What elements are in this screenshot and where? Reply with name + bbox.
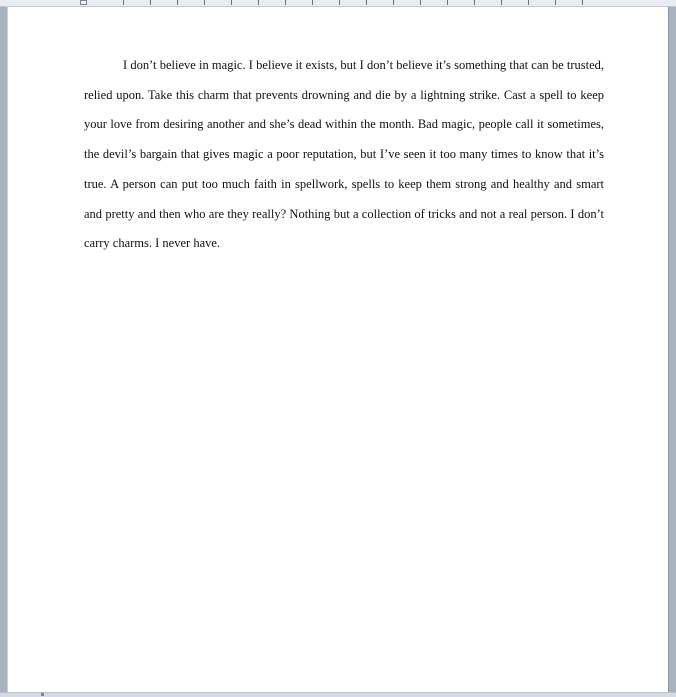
ruler-tick [312, 0, 313, 5]
horizontal-ruler[interactable] [0, 0, 676, 7]
body-paragraph[interactable]: I don’t believe in magic. I believe it exists, but I don’t believe it’s something that can be trusted, relied upon. Take this charm that prevents drowning and die by a lightning strike. Cast a spell to keep your love from desiring another and she’s dead within the month. Bad magic, people call it sometimes, the devil’s bargain that gives magic a poor reputation, but I’ve seen it too many times to know that it’s true. A person can put too much faith in spellwork, spells to keep them strong and healthy and smart and pretty and then who are they really? Nothing but a collection of tricks and not a real person. I don’t carry charms. I never have. [84, 58, 604, 251]
ruler-tick [555, 0, 556, 5]
document-page[interactable] [8, 7, 668, 693]
ruler-tick [501, 0, 502, 5]
ruler-tick [231, 0, 232, 5]
strip-marker [41, 693, 44, 696]
ruler-tick [177, 0, 178, 5]
ruler-tick [123, 0, 124, 5]
ruler-tick [582, 0, 583, 5]
ruler-tick [339, 0, 340, 5]
ruler-tick [447, 0, 448, 5]
document-body[interactable] [84, 51, 604, 259]
indent-marker[interactable] [80, 0, 87, 5]
ruler-tick [420, 0, 421, 5]
ruler-tick [150, 0, 151, 5]
bottom-strip [0, 692, 676, 697]
ruler-tick [474, 0, 475, 5]
ruler-tick [204, 0, 205, 5]
ruler-tick [258, 0, 259, 5]
ruler-tick [366, 0, 367, 5]
ruler-tick [285, 0, 286, 5]
ruler-tick [393, 0, 394, 5]
ruler-tick [528, 0, 529, 5]
